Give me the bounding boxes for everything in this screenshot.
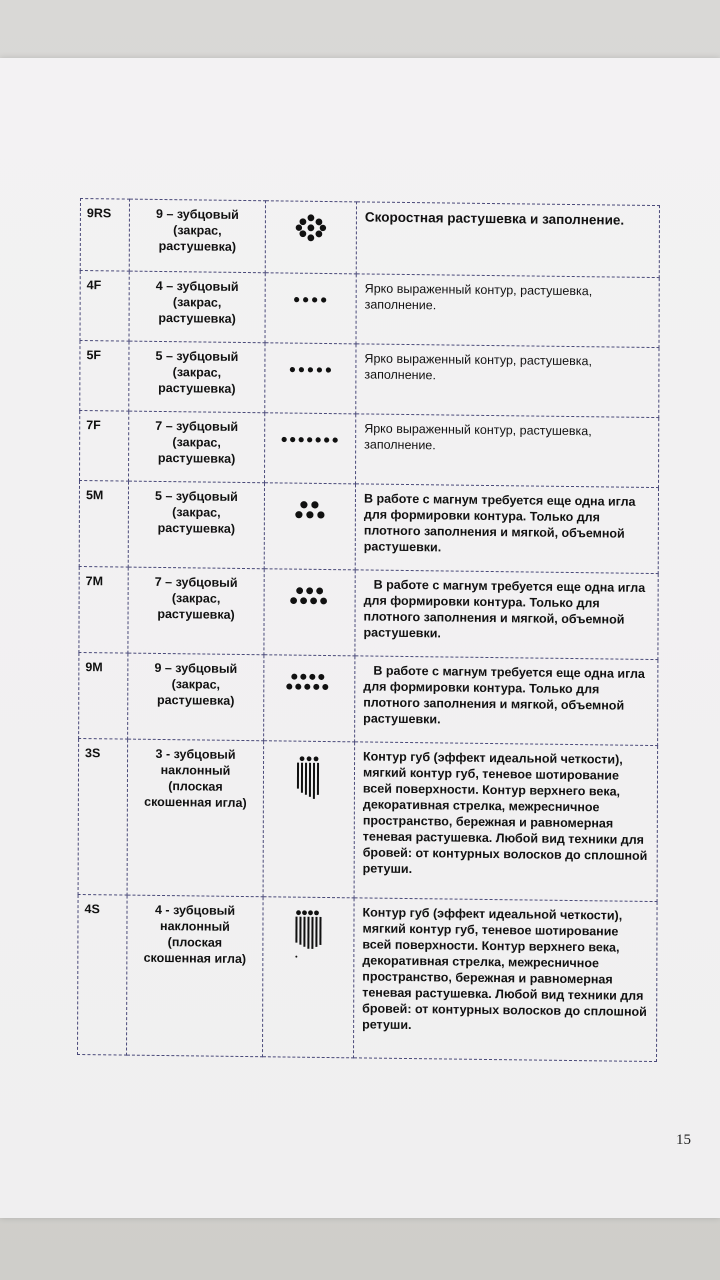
icon-cell <box>264 569 355 656</box>
needle-code: 5F <box>80 341 129 412</box>
table-row <box>79 566 658 659</box>
type-line: 4 - зубцовый <box>154 902 236 918</box>
flat-4-dots-icon <box>293 296 329 304</box>
type-line: скошенная игла) <box>144 794 247 811</box>
needle-code: 7M <box>79 566 128 653</box>
needle-code: 3S <box>78 738 128 895</box>
type-line: (закрас, <box>171 677 221 692</box>
table-row <box>78 738 658 901</box>
type-line: растушевка) <box>158 310 236 326</box>
type-line: 9 – зубцовый <box>154 660 238 676</box>
flat-7-dots-icon <box>280 435 340 444</box>
needle-description: Контур губ (эффект идеальной четкости), мягкий контур губ, теневое шотирование всей поверхности. Контур верхнего века, декоративная стрелка, межресничное пространство, бережная и равномерная теневая растушевка. Любой вид техники для бровей: от контурных волосков до сплошной ретуши. <box>354 742 658 902</box>
icon-cell <box>263 741 355 898</box>
flat-5-dots-icon <box>288 366 332 375</box>
document-page <box>0 58 720 1218</box>
needle-code: 7F <box>80 410 129 481</box>
needle-description: Контур губ (эффект идеальной четкости), мягкий контур губ, теневое шотирование всей поверхности. Контур верхнего века, декоративная стрелка, межресничное пространство, бережная и равномерная теневая растушевка. Любой вид техники для бровей: от контурных волосков до сплошной ретуши. <box>354 898 658 1062</box>
type-line: (закрас, <box>172 435 221 450</box>
type-line: наклонный <box>160 762 231 778</box>
needle-type <box>128 653 264 741</box>
type-line: 4 – зубцовый <box>155 278 239 294</box>
needle-type <box>129 199 265 273</box>
table-row <box>80 410 659 487</box>
needle-description: В работе с магнум требуется еще одна игла для формировки контура. Только для плотного заполнения и мягкой, объемной растушевки. <box>355 484 658 574</box>
type-line: 5 – зубцовый <box>155 348 239 364</box>
slanted-4-icon <box>293 910 323 960</box>
type-line: (плоская <box>167 935 223 950</box>
needle-table <box>77 198 660 1062</box>
needle-type <box>129 271 265 343</box>
needle-description: В работе с магнум требуется еще одна игла для формировки контура. Только для плотного заполнения и мягкой, объемной растушевки. <box>355 656 658 746</box>
round-cluster-icon <box>293 212 329 244</box>
table-row <box>79 652 658 745</box>
table-row <box>79 480 658 573</box>
page-number: 15 <box>676 1132 691 1148</box>
type-line: растушевка) <box>157 450 236 466</box>
magnum-5-icon <box>293 499 327 521</box>
needle-type <box>127 739 264 897</box>
icon-cell <box>264 483 355 570</box>
magnum-9-icon <box>284 670 334 693</box>
needle-code: 4F <box>80 271 129 342</box>
needle-code: 4S <box>78 894 128 1055</box>
type-line: 5 – зубцовый <box>155 488 238 504</box>
type-line: 7 – зубцовый <box>155 418 239 434</box>
needle-type <box>127 895 264 1057</box>
needle-code: 9M <box>79 652 128 739</box>
needle-type <box>128 567 264 655</box>
needle-description: Ярко выраженный контур, растушевка, заполнение. <box>356 274 659 348</box>
needle-type <box>128 481 264 569</box>
type-line: 9 – зубцовый <box>156 206 239 222</box>
table-row <box>80 199 659 278</box>
type-line: 7 – зубцовый <box>154 574 238 590</box>
icon-cell <box>265 201 356 274</box>
type-line: растушевка) <box>158 380 236 396</box>
type-line: растушевка) <box>157 692 235 708</box>
type-line: 3 - зубцовый <box>155 746 236 762</box>
type-line: растушевка) <box>158 238 237 254</box>
type-line: наклонный <box>160 918 230 934</box>
needle-description: Ярко выраженный контур, растушевка, заполнение. <box>356 414 659 488</box>
needle-type <box>129 341 265 413</box>
magnum-7-icon <box>288 585 332 608</box>
table-row <box>78 894 658 1061</box>
type-line: (закрас, <box>172 365 222 380</box>
type-line: (закрас, <box>173 223 222 238</box>
icon-cell <box>263 897 355 1058</box>
table-row <box>80 341 659 418</box>
type-line: (закрас, <box>172 505 221 520</box>
table-row <box>80 271 659 348</box>
type-line: растушевка) <box>157 606 235 622</box>
needle-description: Скоростная растушевка и заполнение. <box>356 202 659 278</box>
needle-code: 5M <box>79 480 128 567</box>
type-line: (закрас, <box>171 591 221 606</box>
needle-type <box>129 411 265 483</box>
slanted-3-icon <box>295 756 323 800</box>
needle-description: Ярко выраженный контур, растушевка, заполнение. <box>356 344 659 418</box>
type-line: (плоская <box>168 779 223 794</box>
icon-cell <box>264 655 355 742</box>
icon-cell <box>265 413 356 484</box>
type-line: скошенная игла) <box>143 950 247 967</box>
needle-code: 9RS <box>80 199 129 272</box>
type-line: растушевка) <box>157 520 236 536</box>
needle-description: В работе с магнум требуется еще одна игла для формировки контура. Только для плотного заполнения и мягкой, объемной растушевки. <box>355 570 658 660</box>
type-line: (закрас, <box>172 295 222 310</box>
icon-cell <box>265 273 356 344</box>
icon-cell <box>265 343 356 414</box>
